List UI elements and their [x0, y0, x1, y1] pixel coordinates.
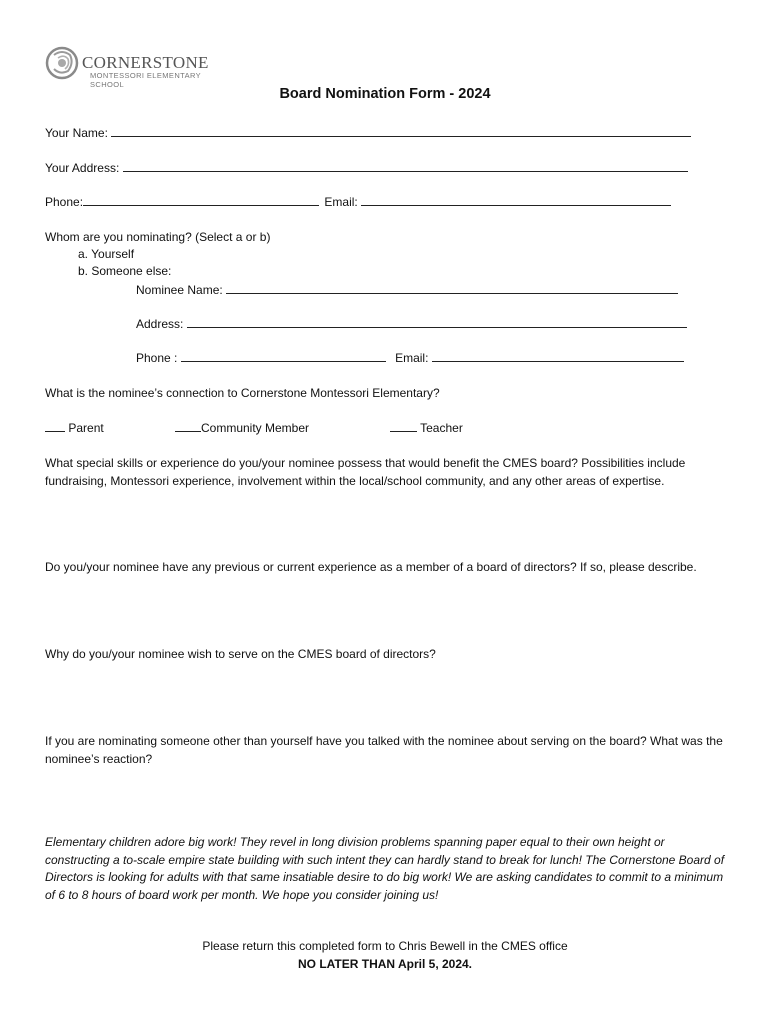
connection-teacher[interactable] [390, 420, 463, 436]
community-label: Community Member [201, 421, 310, 435]
phone-label: Phone: [45, 195, 84, 209]
nominee-address-field[interactable] [187, 316, 687, 328]
nominee-phone-label: Phone : [136, 351, 178, 365]
parent-check-blank[interactable] [45, 420, 65, 432]
nominee-name-label: Nominee Name: [136, 283, 223, 297]
teacher-label: Teacher [420, 421, 463, 435]
your-address-field[interactable] [123, 160, 688, 172]
your-address-row [45, 160, 688, 176]
logo-name: CORNERSTONE [82, 53, 209, 72]
page-title: Board Nomination Form - 2024 [279, 86, 491, 102]
return-deadline: NO LATER THAN April 5, 2024. [297, 957, 473, 971]
nominee-phone-field[interactable] [181, 350, 386, 362]
nominee-address-label: Address: [136, 317, 184, 331]
nominee-address-row [136, 316, 687, 332]
nominee-email-label: Email: [395, 351, 429, 365]
your-name-label: Your Name: [45, 126, 108, 140]
your-name-row [45, 125, 691, 141]
nominee-phone-email-row [136, 350, 684, 366]
nominating-question: Whom are you nominating? (Select a or b) [45, 230, 271, 244]
your-name-field[interactable] [111, 125, 691, 137]
nominee-email-field[interactable] [432, 350, 684, 362]
option-yourself[interactable]: a. Yourself [78, 247, 135, 261]
logo-subtitle: MONTESSORI ELEMENTARY SCHOOL [90, 71, 201, 89]
community-check-blank[interactable] [175, 420, 201, 432]
school-logo [44, 45, 234, 89]
parent-label: Parent [68, 421, 104, 435]
connection-question: What is the nominee’s connection to Cornerstone Montessori Elementary? [45, 386, 440, 400]
closing-message: Elementary children adore big work! They revel in long division problems spanning paper equal to their own height or constructing a to-scale empire state building with such intent they can hardly stand to break for lunch! The Cornerstone Board of Directors is looking for adults with that same insatiable desire to do big work! We are asking candidates to commit to a minimum of 6 to 8 hours of board work per month. We hope you consider joining us! [45, 835, 725, 902]
option-someone-else[interactable]: b. Someone else: [78, 264, 172, 278]
email-field[interactable] [361, 194, 671, 206]
return-instruction: Please return this completed form to Chris Bewell in the CMES office [202, 939, 568, 953]
connection-community[interactable] [175, 420, 309, 436]
email-label: Email: [324, 195, 358, 209]
cornerstone-swirl-icon [44, 45, 80, 81]
phone-email-row [45, 194, 671, 210]
your-address-label: Your Address: [45, 161, 120, 175]
nominee-name-field[interactable] [226, 282, 678, 294]
teacher-check-blank[interactable] [390, 420, 417, 432]
question-talked: If you are nominating someone other than yourself have you talked with the nominee about serving on the board? What was the nominee’s reaction? [45, 734, 723, 766]
connection-parent[interactable] [45, 420, 104, 436]
question-skills: What special skills or experience do you/your nominee possess that would benefit the CMES board? Possibilities include fundraising, Montessori experience, involvement within the local/school community, and any other areas of expertise. [45, 456, 686, 488]
phone-field[interactable] [83, 194, 319, 206]
question-why-serve: Why do you/your nominee wish to serve on the CMES board of directors? [45, 647, 436, 661]
question-board-experience: Do you/your nominee have any previous or current experience as a member of a board of directors? If so, please describe. [45, 560, 697, 574]
nominee-name-row [136, 282, 678, 298]
